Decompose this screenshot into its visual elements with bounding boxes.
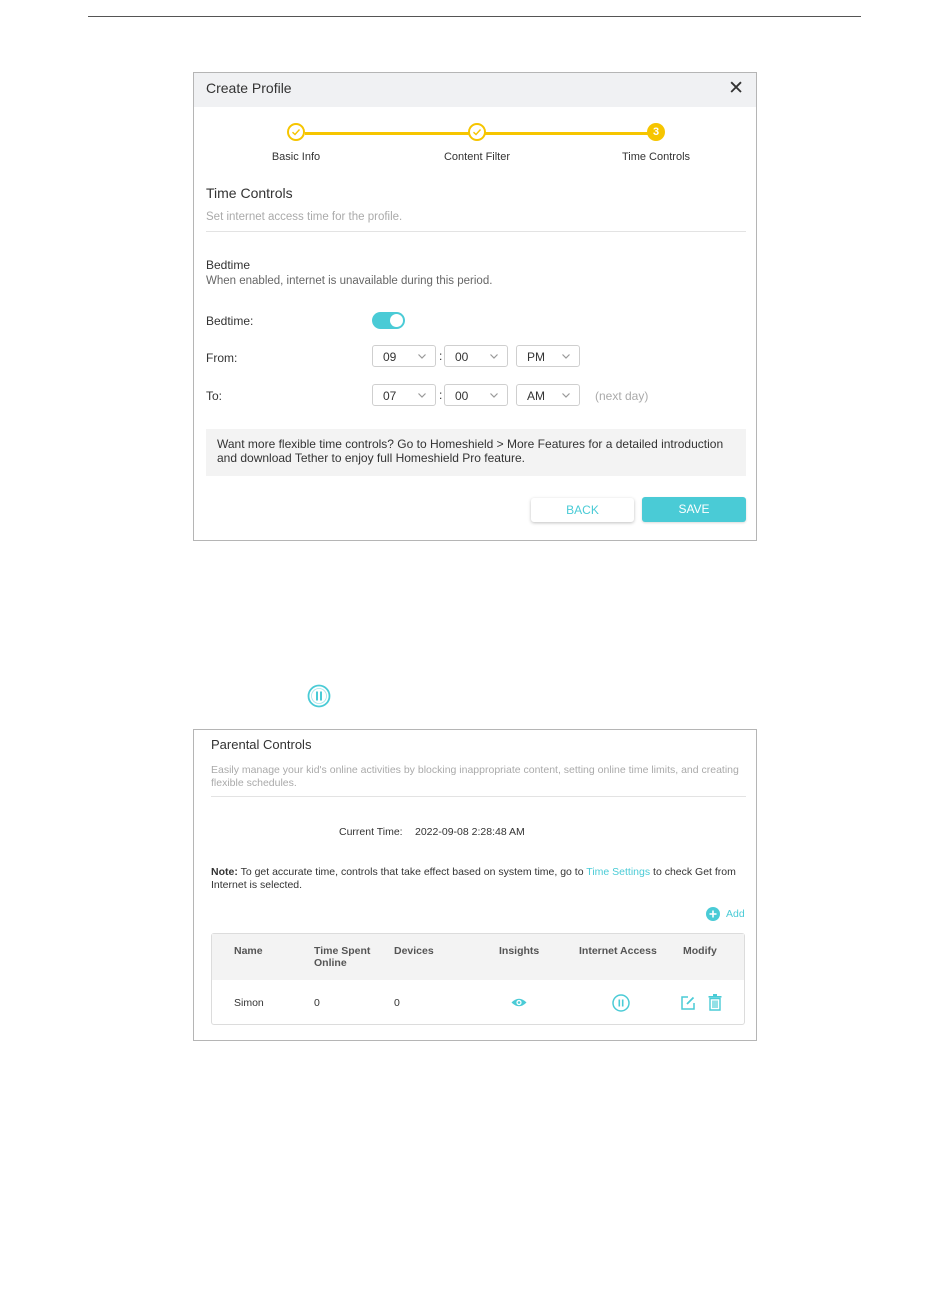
- col-time-spent-online: Time Spent Online: [314, 945, 371, 969]
- from-hour-select[interactable]: [372, 345, 436, 367]
- info-box: Want more flexible time controls? Go to Homeshield > More Features for a detailed introduction and download Tether to enjoy full Homeshield Pro feature.: [206, 429, 746, 476]
- profiles-table: [211, 933, 745, 1025]
- chevron-down-icon: [417, 351, 427, 361]
- step-2-check-icon: [468, 123, 486, 141]
- step-label-time-controls: Time Controls: [621, 151, 691, 163]
- current-time-value: 2022-09-08 2:28:48 AM: [415, 826, 525, 838]
- back-button[interactable]: BACK: [531, 498, 634, 522]
- trash-icon[interactable]: [708, 994, 722, 1011]
- chevron-down-icon: [417, 390, 427, 400]
- from-minute-value: 00: [455, 350, 469, 364]
- dialog-title: Create Profile: [206, 80, 292, 96]
- time-settings-link[interactable]: Time Settings: [586, 866, 651, 878]
- pause-icon[interactable]: [612, 994, 630, 1012]
- page-top-rule: [88, 16, 861, 17]
- section-desc: Set internet access time for the profile.: [206, 211, 403, 223]
- from-minute-select[interactable]: [444, 345, 508, 367]
- cell-devices: 0: [394, 997, 400, 1009]
- parental-controls-panel: [193, 729, 757, 1041]
- panel-title: Parental Controls: [211, 737, 312, 752]
- bedtime-title: Bedtime: [206, 258, 251, 272]
- to-label: To:: [206, 389, 223, 403]
- note-pre: To get accurate time, controls that take effect based on system time, go to: [237, 866, 587, 878]
- step-connector: [485, 132, 648, 135]
- note-bold: Note:: [211, 866, 238, 878]
- pause-icon: [307, 684, 331, 708]
- cell-time-spent: 0: [314, 997, 320, 1009]
- from-ampm-select[interactable]: [516, 345, 580, 367]
- from-hour-value: 09: [383, 350, 397, 364]
- create-profile-dialog: [193, 72, 757, 541]
- step-1-check-icon: [287, 123, 305, 141]
- step-label-basic-info: Basic Info: [271, 151, 321, 163]
- col-insights: Insights: [499, 945, 540, 957]
- bedtime-toggle[interactable]: [372, 312, 405, 329]
- to-ampm-value: AM: [527, 389, 545, 403]
- col-modify: Modify: [683, 945, 717, 957]
- note-post: to check Get from Internet is selected.: [211, 866, 736, 891]
- step-connector: [305, 132, 470, 135]
- to-minute-value: 00: [455, 389, 469, 403]
- chevron-down-icon: [489, 351, 499, 361]
- table-header: [212, 934, 744, 980]
- edit-icon[interactable]: [680, 995, 696, 1011]
- dialog-header: [194, 73, 756, 107]
- to-hour-value: 07: [383, 389, 397, 403]
- col-internet-access: Internet Access: [579, 945, 657, 957]
- panel-desc: Easily manage your kid's online activities by blocking inappropriate content, setting online time limits, and creating flexible schedules.: [211, 764, 739, 789]
- bedtime-label: Bedtime:: [206, 314, 254, 328]
- bedtime-desc: When enabled, internet is unavailable during this period.: [206, 275, 493, 287]
- chevron-down-icon: [561, 351, 571, 361]
- divider: [206, 231, 746, 232]
- step-3-number: 3: [647, 123, 665, 141]
- plus-circle-icon: [706, 907, 720, 921]
- time-colon: :: [439, 349, 443, 363]
- time-colon: :: [439, 388, 443, 402]
- save-button[interactable]: SAVE: [642, 497, 746, 522]
- chevron-down-icon: [489, 390, 499, 400]
- note-text: [211, 866, 751, 892]
- close-icon[interactable]: ✕: [728, 78, 744, 99]
- to-hour-select[interactable]: [372, 384, 436, 406]
- add-label: Add: [726, 908, 745, 920]
- from-label: From:: [206, 351, 238, 365]
- col-name: Name: [234, 945, 263, 957]
- current-time-label: Current Time:: [339, 826, 403, 838]
- cell-name: Simon: [234, 997, 264, 1009]
- stepper: [194, 121, 756, 171]
- toggle-knob: [390, 314, 403, 327]
- chevron-down-icon: [561, 390, 571, 400]
- eye-icon[interactable]: [511, 997, 527, 1008]
- section-title: Time Controls: [206, 185, 293, 201]
- col-devices: Devices: [394, 945, 434, 957]
- to-ampm-select[interactable]: [516, 384, 580, 406]
- next-day-hint: (next day): [595, 389, 649, 403]
- divider: [211, 796, 746, 797]
- step-label-content-filter: Content Filter: [443, 151, 511, 163]
- to-minute-select[interactable]: [444, 384, 508, 406]
- from-ampm-value: PM: [527, 350, 545, 364]
